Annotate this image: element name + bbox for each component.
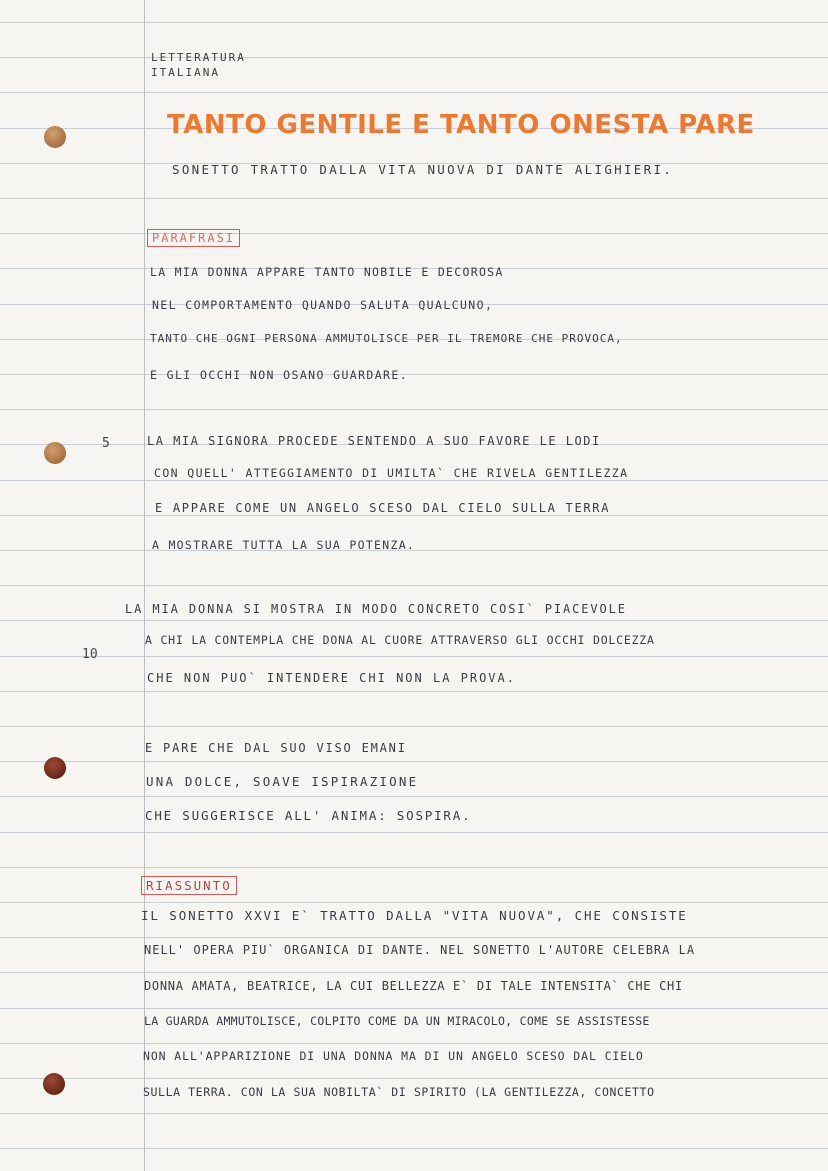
- riassunto-heading: RIASSUNTO: [141, 876, 237, 895]
- paraphrase-line: E GLI OCCHI NON OSANO GUARDARE.: [150, 368, 409, 382]
- ruled-line: [0, 902, 828, 903]
- ruled-line: [0, 796, 828, 797]
- paraphrase-line: E PARE CHE DAL SUO VISO EMANI: [145, 741, 407, 755]
- ruled-line: [0, 761, 828, 762]
- ruled-line: [0, 233, 828, 234]
- paraphrase-line: CHE SUGGERISCE ALL' ANIMA: SOSPIRA.: [145, 808, 472, 823]
- binder-hole: [44, 442, 66, 464]
- paraphrase-line: A CHI LA CONTEMPLA CHE DONA AL CUORE ATTRAVERSO GLI OCCHI DOLCEZZA: [145, 633, 655, 647]
- paraphrase-line: LA MIA SIGNORA PROCEDE SENTENDO A SUO FAVORE LE LODI: [147, 434, 601, 448]
- page-subtitle: SONETTO TRATTO DALLA VITA NUOVA DI DANTE ALIGHIERI.: [172, 162, 674, 177]
- subject-label: [151, 50, 246, 80]
- ruled-line: [0, 726, 828, 727]
- summary-line: IL SONETTO XXVI E` TRATTO DALLA "VITA NUOVA", CHE CONSISTE: [141, 908, 688, 923]
- ruled-line: [0, 585, 828, 586]
- paraphrase-line: TANTO CHE OGNI PERSONA AMMUTOLISCE PER IL TREMORE CHE PROVOCA,: [150, 332, 623, 345]
- summary-line: LA GUARDA AMMUTOLISCE, COLPITO COME DA UN MIRACOLO, COME SE ASSISTESSE: [144, 1014, 650, 1028]
- parafrasi-heading: PARAFRASI: [147, 229, 240, 247]
- ruled-line: [0, 656, 828, 657]
- ruled-line: [0, 937, 828, 938]
- ruled-line: [0, 1008, 828, 1009]
- binder-hole: [44, 126, 66, 148]
- ruled-line: [0, 972, 828, 973]
- ruled-line: [0, 867, 828, 868]
- ruled-line: [0, 57, 828, 58]
- binder-hole: [43, 1073, 65, 1095]
- ruled-line: [0, 198, 828, 199]
- ruled-line: [0, 22, 828, 23]
- ruled-line: [0, 515, 828, 516]
- paraphrase-line: UNA DOLCE, SOAVE ISPIRAZIONE: [146, 774, 419, 789]
- summary-line: SULLA TERRA. CON LA SUA NOBILTA` DI SPIRITO (LA GENTILEZZA, CONCETTO: [143, 1085, 655, 1099]
- margin-line: [144, 0, 145, 1171]
- ruled-line: [0, 1043, 828, 1044]
- line-number: 5: [102, 436, 110, 451]
- ruled-line: [0, 1148, 828, 1149]
- ruled-line: [0, 480, 828, 481]
- binder-hole: [44, 757, 66, 779]
- subject-line: LETTERATURA: [151, 51, 246, 64]
- paraphrase-line: LA MIA DONNA SI MOSTRA IN MODO CONCRETO COSI` PIACEVOLE: [125, 602, 627, 616]
- paraphrase-line: CON QUELL' ATTEGGIAMENTO DI UMILTA` CHE RIVELA GENTILEZZA: [154, 466, 629, 480]
- summary-line: NON ALL'APPARIZIONE DI UNA DONNA MA DI UN ANGELO SCESO DAL CIELO: [143, 1049, 644, 1063]
- line-number: 10: [82, 647, 98, 662]
- ruled-line: [0, 92, 828, 93]
- page-title: TANTO GENTILE E TANTO ONESTA PARE: [167, 110, 755, 140]
- ruled-line: [0, 1113, 828, 1114]
- ruled-line: [0, 1078, 828, 1079]
- paraphrase-line: LA MIA DONNA APPARE TANTO NOBILE E DECOROSA: [150, 265, 504, 279]
- subject-line: ITALIANA: [151, 66, 220, 79]
- paraphrase-line: A MOSTRARE TUTTA LA SUA POTENZA.: [152, 538, 416, 552]
- ruled-line: [0, 620, 828, 621]
- paraphrase-line: E APPARE COME UN ANGELO SCESO DAL CIELO SULLA TERRA: [155, 501, 611, 515]
- ruled-line: [0, 832, 828, 833]
- paraphrase-line: CHE NON PUO` INTENDERE CHI NON LA PROVA.: [147, 671, 516, 685]
- ruled-line: [0, 691, 828, 692]
- ruled-line: [0, 409, 828, 410]
- summary-line: DONNA AMATA, BEATRICE, LA CUI BELLEZZA E` DI TALE INTENSITA` CHE CHI: [144, 979, 683, 993]
- ruled-line: [0, 374, 828, 375]
- paraphrase-line: NEL COMPORTAMENTO QUANDO SALUTA QUALCUNO,: [152, 298, 494, 312]
- summary-line: NELL' OPERA PIU` ORGANICA DI DANTE. NEL SONETTO L'AUTORE CELEBRA LA: [144, 943, 696, 957]
